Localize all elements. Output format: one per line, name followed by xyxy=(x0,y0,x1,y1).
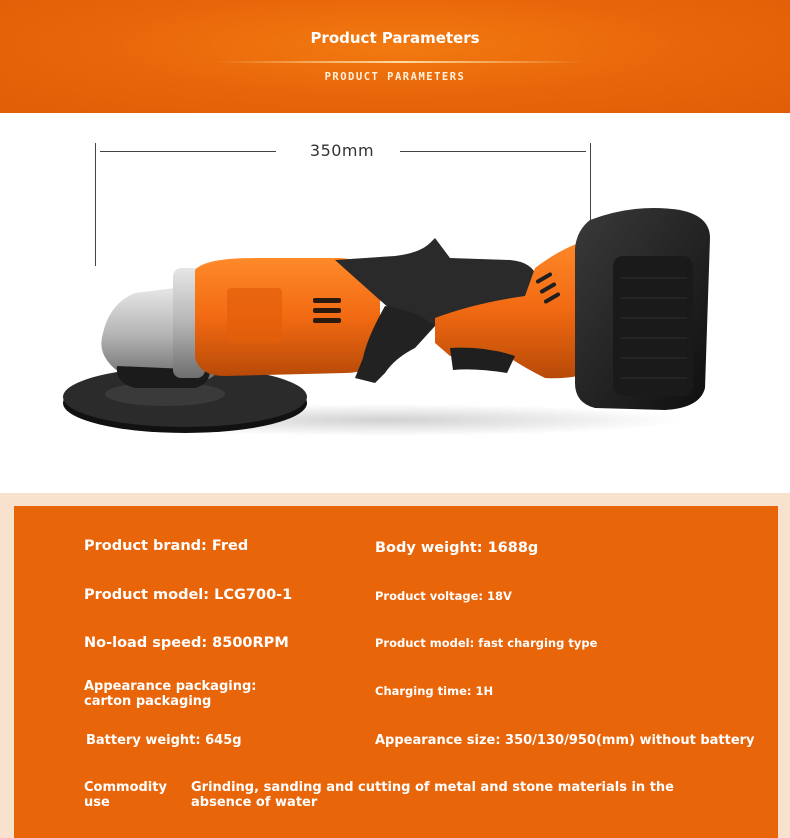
spec-charging-time: Charging time: 1H xyxy=(375,684,494,698)
spec-charge-model: Product model: fast charging type xyxy=(375,636,598,650)
dimension-line-right xyxy=(400,151,586,152)
angle-grinder-image xyxy=(55,198,720,458)
spec-brand: Product brand: Fred xyxy=(84,538,249,554)
spec-voltage: Product voltage: 18V xyxy=(375,589,512,603)
product-photo xyxy=(0,113,790,493)
dimension-line-left xyxy=(100,151,276,152)
spec-use-value: Grinding, sanding and cutting of metal and stone materials in the absence of water xyxy=(191,780,674,810)
spec-appearance-size: Appearance size: 350/130/950(mm) without battery xyxy=(375,733,755,748)
spec-packaging-value: carton packaging xyxy=(84,694,212,709)
spec-model: Product model: LCG700-1 xyxy=(84,587,293,603)
spec-use-label: Commodity xyxy=(84,780,167,795)
dimension-label: 350mm xyxy=(309,141,375,160)
page-title: Product Parameters xyxy=(310,29,480,47)
spec-no-load-speed: No-load speed: 8500RPM xyxy=(84,635,289,651)
spec-battery-weight: Battery weight: 645g xyxy=(86,733,242,748)
header-banner xyxy=(0,0,790,113)
page-subtitle: PRODUCT PARAMETERS xyxy=(324,71,466,83)
spec-body-weight: Body weight: 1688g xyxy=(375,540,539,556)
spec-packaging-label: Appearance packaging: xyxy=(84,679,257,694)
header-divider xyxy=(215,61,585,63)
spec-use-label-2: use xyxy=(84,795,110,810)
